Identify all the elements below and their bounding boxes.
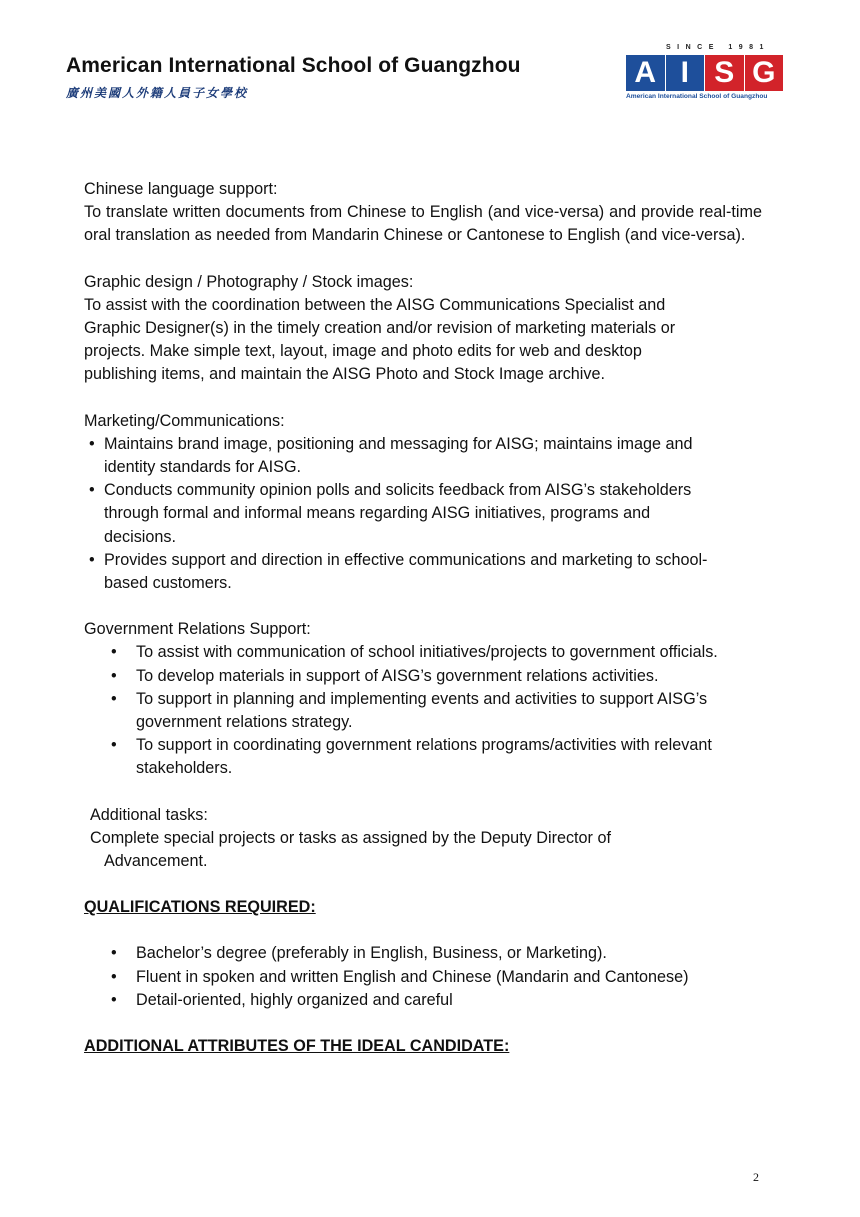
logo-letter-a: A bbox=[626, 55, 665, 91]
bullet-line: To support in planning and implementing events and activities to support AISG’s bbox=[136, 689, 708, 708]
graphic-design-line: projects. Make simple text, layout, image and photo edits for web and desktop bbox=[84, 342, 642, 361]
graphic-design-line: Graphic Designer(s) in the timely creation and/or revision of marketing materials or bbox=[84, 319, 676, 338]
graphic-design-line: To assist with the coordination between the AISG Communications Specialist and bbox=[84, 295, 666, 314]
logo-letter-g: G bbox=[745, 55, 784, 91]
qualification-bullet bbox=[84, 989, 762, 1012]
chinese-support-body: To translate written documents from Chinese to English (and vice-versa) and provide real-time oral translation as needed from Mandarin Chinese or Cantonese to English (and vice-versa). bbox=[84, 203, 762, 245]
attributes-heading: ADDITIONAL ATTRIBUTES OF THE IDEAL CANDIDATE: bbox=[84, 1037, 510, 1056]
graphic-design-line: publishing items, and maintain the AISG Photo and Stock Image archive. bbox=[84, 365, 605, 384]
additional-tasks-title: Additional tasks: bbox=[90, 805, 208, 824]
chinese-support-title: Chinese language support: bbox=[84, 180, 278, 198]
marketing-title: Marketing/Communications: bbox=[84, 411, 285, 430]
logo-letter-i: I bbox=[666, 55, 705, 91]
bullet-icon: • bbox=[111, 944, 117, 963]
bullet-icon: • bbox=[111, 689, 117, 708]
government-bullet bbox=[84, 665, 762, 688]
additional-tasks-body bbox=[84, 827, 762, 873]
bullet-line: identity standards for AISG. bbox=[104, 458, 302, 477]
logo-caption: American International School of Guangzhou bbox=[626, 93, 768, 100]
logo-letter-s: S bbox=[705, 55, 744, 91]
government-list bbox=[84, 641, 762, 780]
marketing-bullet bbox=[84, 433, 762, 479]
bullet-icon: • bbox=[111, 990, 117, 1009]
bullet-line: stakeholders. bbox=[136, 759, 233, 778]
school-name: American International School of Guangzhou bbox=[66, 54, 521, 77]
marketing-bullet bbox=[84, 479, 762, 549]
bullet-line: government relations strategy. bbox=[136, 713, 353, 732]
logo-letter-blocks bbox=[626, 55, 783, 91]
document-body bbox=[84, 178, 762, 1058]
logo-since-text: SINCE 1981 bbox=[666, 44, 770, 51]
graphic-design-title: Graphic design / Photography / Stock images: bbox=[84, 272, 414, 291]
government-bullet bbox=[84, 734, 762, 780]
bullet-icon: • bbox=[89, 434, 95, 453]
bullet-line: Bachelor’s degree (preferably in English, Business, or Marketing). bbox=[136, 944, 607, 963]
bullet-icon: • bbox=[89, 481, 95, 500]
page-number: 2 bbox=[753, 1170, 759, 1184]
government-bullet bbox=[84, 688, 762, 734]
qualifications-list bbox=[84, 942, 762, 1012]
bullet-line: To support in coordinating government relations programs/activities with relevant bbox=[136, 736, 712, 755]
marketing-bullet bbox=[84, 549, 762, 595]
bullet-line: To develop materials in support of AISG’s government relations activities. bbox=[136, 666, 659, 685]
qualification-bullet bbox=[84, 942, 762, 965]
additional-tasks-line: Complete special projects or tasks as assigned by the Deputy Director of bbox=[90, 828, 611, 847]
bullet-line: Fluent in spoken and written English and Chinese (Mandarin and Cantonese) bbox=[136, 967, 689, 986]
aisg-logo bbox=[626, 44, 784, 104]
bullet-line: Detail-oriented, highly organized and careful bbox=[136, 990, 453, 1009]
bullet-line: decisions. bbox=[104, 527, 176, 546]
bullet-line: To assist with communication of school initiatives/projects to government officials. bbox=[136, 643, 718, 662]
government-title: Government Relations Support: bbox=[84, 620, 311, 639]
school-name-chinese: 廣州美國人外籍人員子女學校 bbox=[66, 86, 249, 100]
bullet-icon: • bbox=[111, 967, 117, 986]
bullet-icon: • bbox=[111, 643, 117, 662]
bullet-line: Provides support and direction in effective communications and marketing to school- bbox=[104, 550, 708, 569]
bullet-icon: • bbox=[89, 550, 95, 569]
bullet-line: through formal and informal means regarding AISG initiatives, programs and bbox=[104, 504, 651, 523]
bullet-line: Maintains brand image, positioning and messaging for AISG; maintains image and bbox=[104, 434, 693, 453]
graphic-design-body bbox=[84, 294, 762, 387]
bullet-line: Conducts community opinion polls and solicits feedback from AISG’s stakeholders bbox=[104, 481, 692, 500]
qualification-bullet bbox=[84, 966, 762, 989]
government-bullet bbox=[84, 641, 762, 664]
bullet-icon: • bbox=[111, 736, 117, 755]
qualifications-heading: QUALIFICATIONS REQUIRED: bbox=[84, 898, 316, 917]
marketing-list bbox=[84, 433, 762, 595]
bullet-icon: • bbox=[111, 666, 117, 685]
bullet-line: based customers. bbox=[104, 574, 232, 593]
additional-tasks-line: Advancement. bbox=[104, 852, 208, 871]
